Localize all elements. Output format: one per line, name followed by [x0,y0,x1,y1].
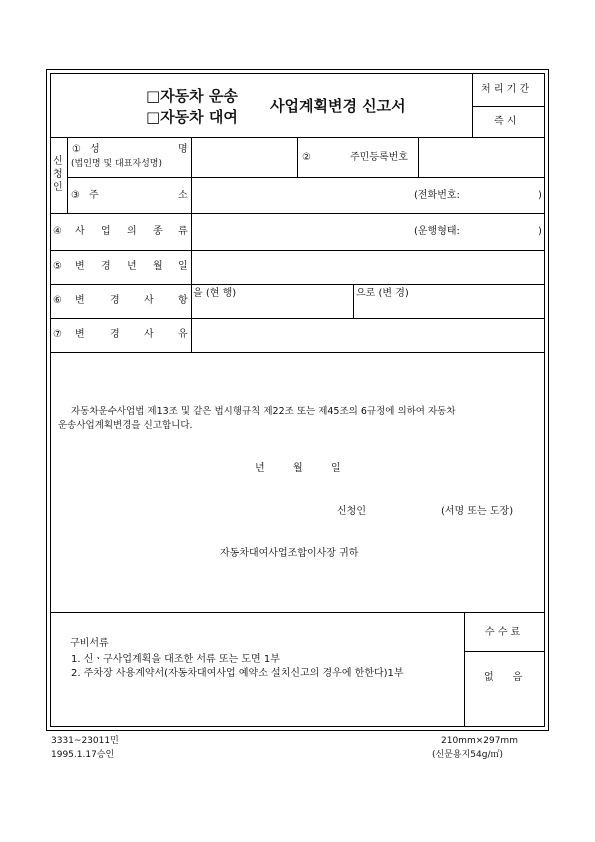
applicant-side-label-1: 신 [53,156,63,167]
statement-line-1: 자동차운수사업법 제13조 및 같은 법시행규칙 제22조 또는 제45조의 6규정에 의하여 자동차 [71,406,456,417]
change-items-char-2: 경 [110,295,120,306]
rule-period-divider [472,106,545,107]
change-reason-char-1: 변 [75,329,85,340]
type-transport-checkbox-label[interactable]: □자동차 운송 [146,87,238,105]
paper-size: 210mm×297mm [441,736,518,746]
change-items-char-4: 항 [178,295,188,306]
phone-close-paren: ) [538,190,542,201]
change-reason-char-4: 유 [178,329,188,340]
change-reason-char-3: 사 [144,329,154,340]
change-items-number: ⑥ [53,295,62,306]
rule-row4-bottom [50,250,545,251]
change-date-number: ⑤ [53,261,62,272]
rule-change-items-split [353,284,354,318]
phone-label: (전화번호: [414,190,460,201]
business-type-input[interactable] [193,215,408,248]
address-field-char-1: 주 [89,190,99,201]
rule-rrn-left [297,137,298,177]
business-type-number: ④ [53,226,62,237]
rule-statement-bottom [50,612,545,613]
address-field-number: ③ [71,190,80,201]
business-type-char-3: 의 [127,226,137,237]
rule-fee-divider [464,651,545,652]
business-type-char-4: 종 [153,226,163,237]
approval-date: 1995.1.17승인 [51,750,115,760]
form-number: 3331~23011민 [51,736,119,746]
address-field-char-2: 소 [178,190,188,201]
addressee: 자동차대여사업조합이사장 귀하 [220,548,359,559]
applicant-signature-label: 신청인 [337,506,366,517]
date-day-label: 일 [331,463,341,474]
applicant-side-label-2: 청 [53,169,63,180]
applicant-side-label-3: 인 [53,182,63,193]
changed-plan-label: 으로 (변 경) [356,288,409,299]
change-date-char-3: 년 [127,261,137,272]
rrn-input[interactable] [420,139,543,175]
attachment-item-2: 2. 주차장 사용계약서(자동차대여사업 예약소 설치신고의 경우에 한한다)1부 [71,668,404,679]
change-items-char-3: 사 [144,295,154,306]
name-field-char-2: 명 [178,144,188,155]
change-date-char-5: 일 [178,261,188,272]
change-reason-number: ⑦ [53,329,62,340]
rule-row5-bottom [50,284,545,285]
processing-period-label: 처 리 기 간 [481,84,530,95]
attachments-heading: 구비서류 [70,638,109,649]
signature-or-seal-label: (서명 또는 도장) [441,506,514,517]
business-type-char-2: 업 [101,226,111,237]
changed-plan-input[interactable] [355,300,543,316]
name-input[interactable] [193,139,295,175]
change-items-char-1: 변 [75,295,85,306]
change-date-char-1: 변 [75,261,85,272]
address-input[interactable] [193,179,408,211]
rule-row6-bottom [50,318,545,319]
fee-value: 없 음 [484,672,523,683]
operation-form-label: (운행형태: [414,226,460,237]
change-reason-char-2: 경 [110,329,120,340]
attachment-item-1: 1. 신ㆍ구사업계획을 대조한 서류 또는 도면 1부 [71,654,280,665]
document-title: 사업계획변경 신고서 [270,97,406,115]
rule-applicant-bottom [50,213,545,214]
rule-name-bottom [67,177,545,178]
change-date-char-4: 월 [153,261,163,272]
statement-line-2: 운송사업계획변경을 신고합니다. [58,420,193,431]
change-date-input[interactable] [193,252,543,282]
fee-label: 수 수 료 [485,627,521,638]
current-plan-input[interactable] [193,300,351,316]
processing-period-value: 즉 시 [494,116,517,127]
change-date-char-2: 경 [101,261,111,272]
business-type-char-1: 사 [75,226,85,237]
rule-fee-left [464,612,465,727]
rule-applicant-side [67,137,68,213]
applicant-signature-input[interactable] [372,502,434,520]
change-reason-input[interactable] [193,320,543,350]
name-field-sublabel: (법인명 및 대표자성명) [71,159,162,169]
name-field-number: ① [72,144,81,155]
rule-row7-bottom [50,352,545,353]
date-month-label: 월 [293,463,303,474]
rrn-field-label: 주민등록번호 [350,152,408,163]
rule-period-left [472,73,473,137]
type-rental-checkbox-label[interactable]: □자동차 대여 [146,108,238,126]
current-plan-label: 을 (현 행) [193,288,237,299]
rule-rrn-right [418,137,419,177]
operation-form-close-paren: ) [538,226,542,237]
rule-label-column [191,137,192,352]
rrn-field-number: ② [302,152,311,163]
date-year-label: 년 [255,463,265,474]
paper-spec: (신문용지54g/㎡) [432,750,503,760]
business-type-char-5: 류 [178,226,188,237]
name-field-char-1: 성 [90,144,100,155]
